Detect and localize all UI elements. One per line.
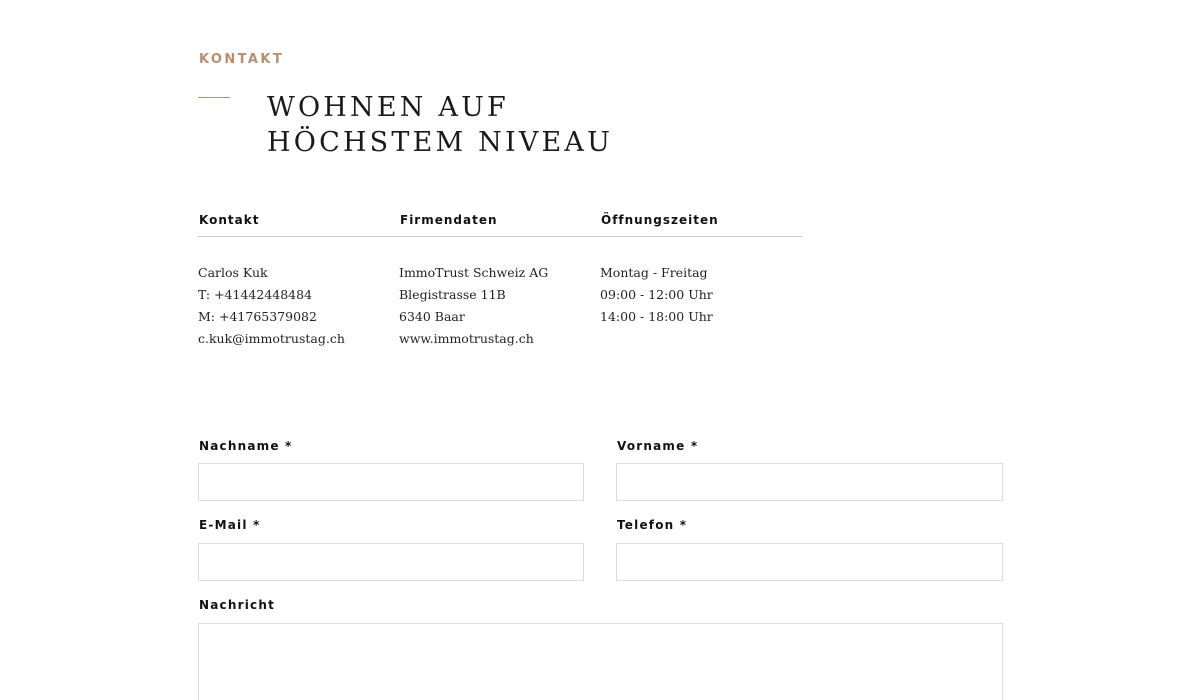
page-title-line-1: WOHNEN AUF [267, 92, 509, 123]
firmendaten-heading: Firmendaten [400, 213, 498, 227]
company-website-link[interactable]: www.immotrustag.ch [399, 331, 534, 346]
contact-mobile[interactable]: M: +41765379082 [198, 309, 317, 324]
page-title-line-2: HÖCHSTEM NIVEAU [267, 127, 614, 158]
nachricht-field[interactable] [198, 623, 1003, 700]
accent-divider [198, 97, 230, 98]
contact-name: Carlos Kuk [198, 265, 268, 280]
company-city: 6340 Baar [399, 309, 465, 324]
section-eyebrow: KONTAKT [199, 52, 285, 67]
contact-phone[interactable]: T: +41442448484 [198, 287, 313, 302]
opening-days: Montag - Freitag [600, 265, 708, 280]
telefon-label: Telefon * [617, 518, 688, 532]
oeffnungszeiten-heading: Öffnungszeiten [601, 213, 719, 227]
vorname-field[interactable] [616, 463, 1003, 501]
telefon-field[interactable] [616, 543, 1003, 581]
vorname-label: Vorname * [617, 439, 699, 453]
email-label: E-Mail * [199, 518, 261, 532]
opening-hours-morning: 09:00 - 12:00 Uhr [600, 287, 713, 302]
kontakt-details [198, 262, 345, 350]
opening-hours-afternoon: 14:00 - 18:00 Uhr [600, 309, 713, 324]
info-divider [198, 236, 802, 237]
oeffnungszeiten-details [600, 262, 713, 328]
company-name: ImmoTrust Schweiz AG [399, 265, 549, 280]
nachname-field[interactable] [198, 463, 584, 501]
email-field[interactable] [198, 543, 584, 581]
company-street: Blegistrasse 11B [399, 287, 506, 302]
kontakt-heading: Kontakt [199, 213, 260, 227]
nachricht-label: Nachricht [199, 598, 276, 612]
contact-email-link[interactable]: c.kuk@immotrustag.ch [198, 331, 345, 346]
firmendaten-details [399, 262, 548, 350]
page-title [267, 90, 613, 160]
nachname-label: Nachname * [199, 439, 293, 453]
